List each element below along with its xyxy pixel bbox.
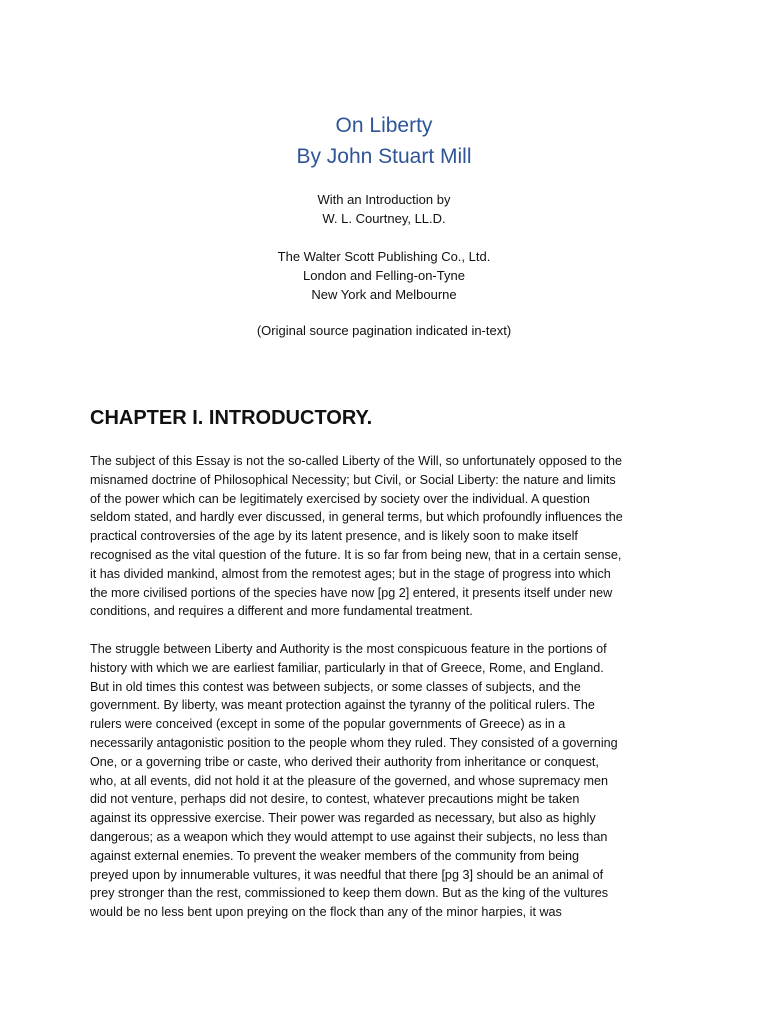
paragraph-line: would be no less bent upon preying on the flock than any of the minor harpies, it was xyxy=(90,905,562,920)
introduction-author: W. L. Courtney, LL.D. xyxy=(322,211,446,226)
paragraph-line: government. By liberty, was meant protection against the tyranny of the political rulers. The xyxy=(90,698,595,713)
pagination-note xyxy=(0,321,768,340)
paragraph-line: recognised as the vital question of the future. It is so far from being new, that in a certain sense, xyxy=(90,547,622,562)
paragraph-line: the more civilised portions of the species have now [pg 2] entered, it presents itself under new xyxy=(90,585,613,600)
book-title: On Liberty xyxy=(335,114,433,137)
paragraph-line: did not venture, perhaps did not desire, to contest, whatever precautions might be taken xyxy=(90,792,580,807)
paragraph-line: of the power which can be legitimately exercised by society over the individual. A question xyxy=(90,491,590,506)
paragraph-line: The struggle between Liberty and Authority is the most conspicuous feature in the portions of xyxy=(90,642,607,656)
publisher-location-1: London and Felling-on-Tyne xyxy=(303,268,465,283)
paragraph-line: who, at all events, did not hold it at the pleasure of the governed, and whose supremacy men xyxy=(90,773,609,788)
paragraph-line: But in old times this contest was between subjects, or some classes of subjects, and the xyxy=(90,679,581,694)
chapter-heading: CHAPTER I. INTRODUCTORY. xyxy=(90,407,373,429)
paragraph-1 xyxy=(90,452,680,621)
paragraph-line: practical controversies of the age by its latent presence, and is likely soon to make itself xyxy=(90,529,578,544)
publisher-info xyxy=(0,247,768,304)
book-author: By John Stuart Mill xyxy=(296,145,472,168)
paragraph-line: rulers were conceived (except in some of the popular governments of Greece) as in a xyxy=(90,717,566,732)
paragraph-line: it has divided mankind, almost from the remotest ages; but in the stage of progress into which xyxy=(90,566,611,581)
paragraph-line: against its oppressive exercise. Their power was regarded as necessary, but also as highly xyxy=(90,811,596,826)
paragraph-2 xyxy=(90,640,680,922)
paragraph-line: The subject of this Essay is not the so-called Liberty of the Will, so unfortunately opposed to the xyxy=(90,454,623,468)
introduction-line: With an Introduction by xyxy=(317,192,451,207)
paragraph-line: prey stronger than the rest, commissioned to keep them down. But as the king of the vultures xyxy=(90,886,609,901)
publisher-name: The Walter Scott Publishing Co., Ltd. xyxy=(277,249,491,264)
paragraph-line: conditions, and requires a different and more fundamental treatment. xyxy=(90,604,473,619)
paragraph-line: One, or a governing tribe or caste, who derived their authority from inheritance or conquest, xyxy=(90,754,599,769)
paragraph-line: seldom stated, and hardly ever discussed, in general terms, but which profoundly influences the xyxy=(90,510,623,525)
paragraph-line: misnamed doctrine of Philosophical Necessity; but Civil, or Social Liberty: the nature and limits xyxy=(90,472,616,487)
pagination-note-text: (Original source pagination indicated in-text) xyxy=(256,323,512,338)
title-block xyxy=(0,110,768,172)
publisher-location-2: New York and Melbourne xyxy=(311,287,457,302)
paragraph-line: against external enemies. To prevent the weaker members of the community from being xyxy=(90,848,580,863)
paragraph-line: preyed upon by innumerable vultures, it was needful that there [pg 3] should be an animal of xyxy=(90,867,604,882)
paragraph-line: dangerous; as a weapon which they would attempt to use against their subjects, no less than xyxy=(90,829,608,844)
paragraph-line: necessarily antagonistic position to the people whom they ruled. They consisted of a governing xyxy=(90,735,618,750)
paragraph-line: history with which we are earliest familiar, particularly in that of Greece, Rome, and England. xyxy=(90,660,604,675)
introduction-credit xyxy=(0,190,768,228)
